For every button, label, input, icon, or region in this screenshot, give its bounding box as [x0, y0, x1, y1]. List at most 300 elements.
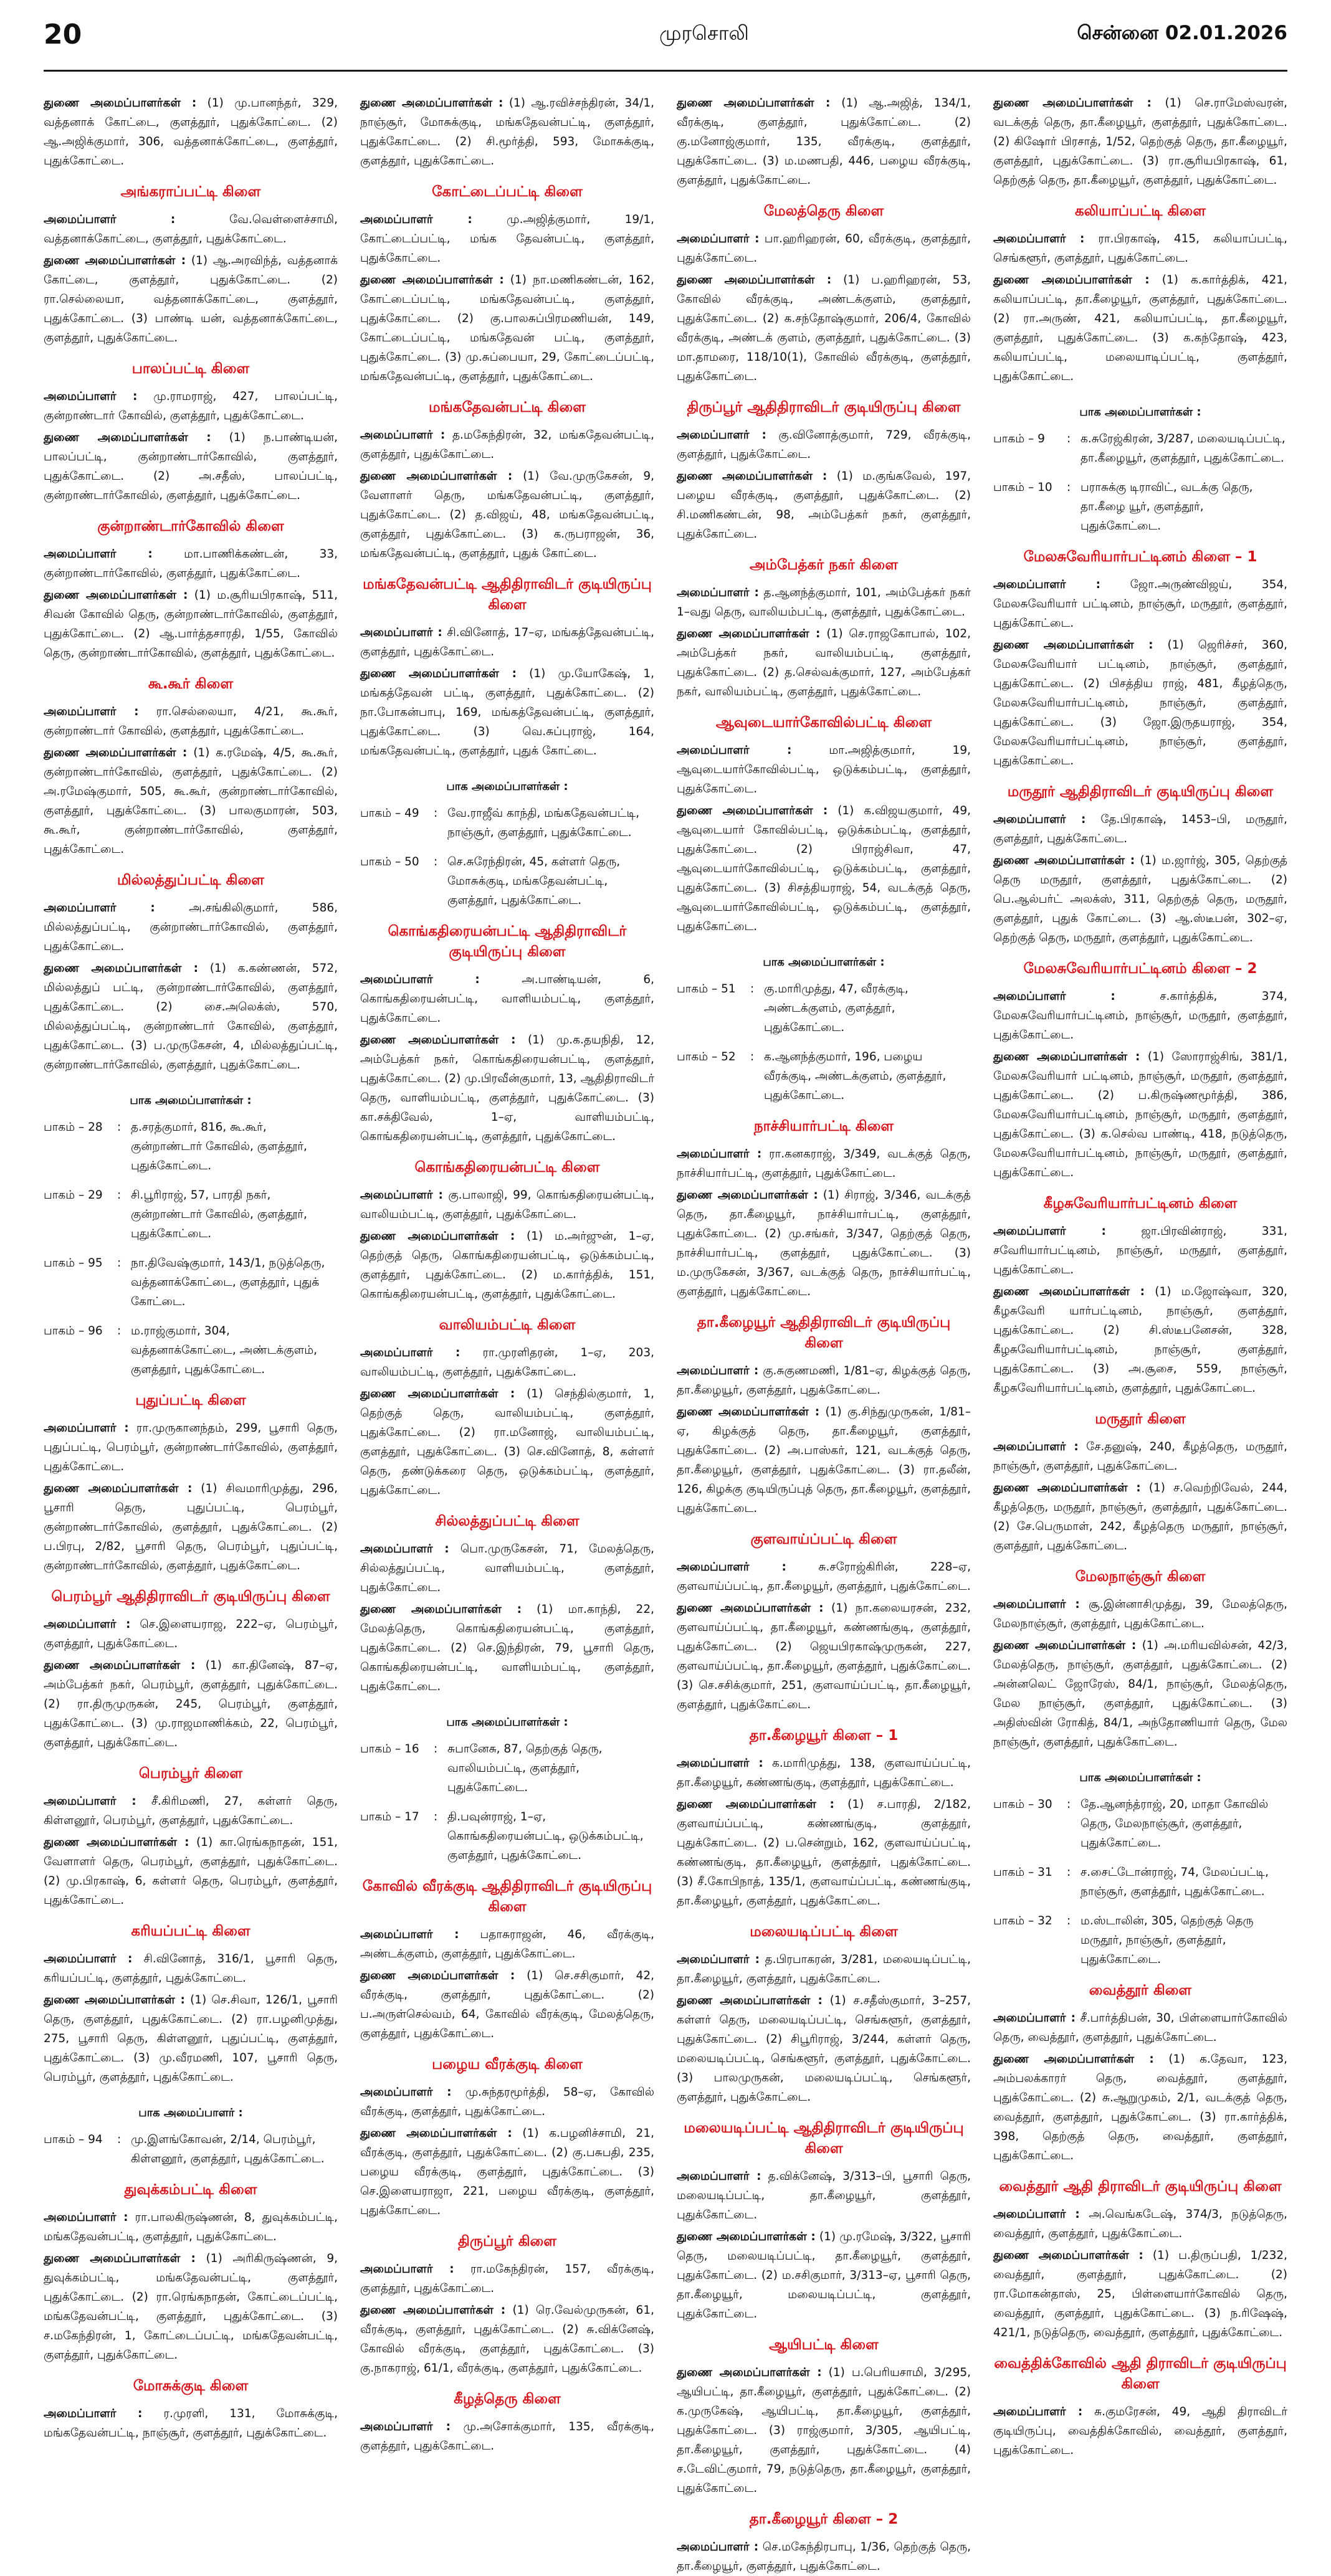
member-entry [677, 2167, 971, 2225]
member-entry [360, 2301, 654, 2378]
member-entry [993, 1282, 1287, 1398]
member-entry [44, 1792, 338, 1830]
member-entry [993, 810, 1287, 848]
branch-heading: அங்கராப்பட்டி கிளை [120, 184, 261, 200]
member-entry [677, 583, 971, 622]
member-details: மு.அசோக்குமார், 135, வீரக்குடி, குளத்தூர், புதுக்கோட்டை. [360, 2420, 654, 2453]
member-entry [677, 2227, 971, 2324]
member-entry [993, 1636, 1287, 1752]
booth-entry [44, 1118, 338, 1176]
booth-entry [993, 1795, 1287, 1853]
branch-heading: பெரம்பூர் ஆதிதிராவிடர் குடியிருப்பு கிளை [51, 1589, 330, 1605]
branch-heading: ஆயிபட்டி கிளை [769, 2337, 879, 2353]
role-label: துணை அமைப்பாளர்கள் : [44, 589, 188, 602]
member-entry [44, 1990, 338, 2087]
booth-number: பாகம் – 28 [44, 1121, 103, 1134]
member-details: ரா.கனகராஜ், 3/349, வடக்குத் தெரு, நாச்சியார்பட்டி, குளத்தூர், புதுக்கோட்டை. [677, 1148, 971, 1180]
role-label: அமைப்பாளர் : [44, 705, 139, 718]
branch-heading: மங்கதேவன்பட்டி கிளை [428, 399, 586, 416]
separator: : [117, 2133, 122, 2146]
separator: : [750, 1050, 755, 1063]
role-label: அமைப்பாளர் : [44, 1618, 131, 1631]
branch-heading: கலியாப்பட்டி கிளை [1074, 203, 1206, 219]
header-rule [44, 70, 1287, 72]
role-label: துணை அமைப்பாளர்கள் : [44, 1482, 193, 1495]
branch-heading: அம்பேத்கர் நகர் கிளை [749, 557, 899, 573]
branch-heading: மில்லத்துப்பட்டி கிளை [117, 872, 264, 888]
section-subheading: பாக அமைப்பாளர்கள் : [1079, 1771, 1201, 1784]
role-label: அமைப்பாளர் : [44, 2407, 143, 2420]
member-details: சீ.கிரிமணி, 27, கள்ளர் தெரு, கிள்ளனூர், பெரம்பூர், குளத்தூர், புதுக்கோட்டை. [44, 1795, 338, 1827]
booth-entry [677, 1047, 971, 1105]
role-label: அமைப்பாளர் : [677, 232, 760, 245]
member-entry [993, 2402, 1287, 2460]
booth-agent: க.ஆனந்த்குமார், 196, பழைய வீரக்குடி, அண்டக்குளம், குளத்தூர், புதுக்கோட்டை. [764, 1050, 947, 1102]
member-entry [677, 93, 971, 190]
member-details: அ.வெங்கடேஷ், 374/3, நடுத்தெரு, வைத்தூர், குளத்தூர், புதுக்கோட்டை. [993, 2208, 1288, 2240]
edition-date: சென்னை 02.01.2026 [1077, 22, 1287, 44]
member-details: (1) அ.மரியவில்சன், 42/3, மேலத்தெரு, நாஞ்சூர், குளத்தூர், புதுக்கோட்டை. (2) அன்னலெட் ஜோரேஸ், 84/1, நாஞ்சூர், மேலத்தெரு, மேல நாஞ்சூர், குளத்தூர், புதுக்கோட்டை. (3) அதிஸ்வின் ரோகித், 84/1, அந்தோணியார் தெரு, மேல நாஞ்சூர், குளத்தூர், புதுக்கோட்டை. [993, 1639, 1287, 1749]
role-label: அமைப்பாளர் : [677, 1148, 762, 1161]
member-details: மு.சுந்தரமூர்த்தி, 58–ஏ, கோவில் வீரக்குடி, குளத்தூர், புதுக்கோட்டை. [360, 2086, 655, 2118]
member-entry [993, 987, 1287, 1045]
member-details: மு.அஜித்குமார், 19/1, கோட்டைப்பட்டி, மங்க தேவன்பட்டி, குளத்தூர், புதுக்கோட்டை. [360, 213, 654, 265]
role-label: துணை அமைப்பாளர்கள் : [360, 1387, 515, 1400]
member-details: (1) ம.சூரியபிரகாஷ், 511, சிவன் கோவில் தெரு, குன்றாண்டார்கோவில், குளத்தூர், புதுக்கோட்டை. (2) ஆ.பார்த்தசாரதி, 1/55, கோவில் தெரு, குன்றாண்டார்கோவில், குளத்தூர், புதுக்கோட்டை. [44, 589, 338, 660]
role-label: துணை அமைப்பாளர்கள் : [44, 962, 199, 975]
member-entry [44, 898, 338, 956]
column-3 [677, 93, 971, 2573]
member-details: (1) க.கண்ணன், 572, மில்லத்துப் பட்டி, குன்றாண்டார்கோவில், குளத்தூர், புதுக்கோட்டை. (2) சை.அலெக்ஸ், 570, மில்லத்துப்பட்டி, குன்றாண்டார் கோவில், குளத்தூர், புதுக்கோட்டை. (3) ப.முருகேசன், 4, மில்லத்துப்பட்டி, குன்றாண்டார்கோவில், குளத்தூர், புதுக்கோட்டை. [44, 962, 338, 1072]
separator: : [434, 855, 438, 868]
member-entry [360, 1343, 654, 1382]
role-label: துணை அமைப்பாளர்கள் : [360, 470, 513, 483]
member-entry [360, 1539, 654, 1597]
role-label: துணை அமைப்பாளர்கள் : [677, 804, 828, 817]
member-entry [360, 1227, 654, 1304]
member-entry [993, 1437, 1287, 1476]
member-details: (1) ஆ.ரவிச்சந்திரன், 34/1, நாஞ்சூர், மோசுக்குடி, மங்கதேவன்பட்டி, குளத்தூர், புதுக்கோட்டை. (2) சி.மூர்த்தி, 593, மோசுக்குடி, குளத்தூர், புதுக்கோட்டை. [360, 97, 654, 168]
booth-agent: க.சுரேஜ்கிரன், 3/287, மலையடிப்பட்டி, தா.கீழையூர், குளத்தூர், புதுக்கோட்டை. [1081, 432, 1286, 465]
booth-agent: வே.ராஜீவ் காந்தி, மங்கதேவன்பட்டி, நாஞ்சூர், குளத்தூர், புதுக்கோட்டை. [447, 807, 640, 839]
member-entry [44, 428, 338, 505]
section-subheading: பாக அமைப்பாளர்கள் : [446, 780, 568, 793]
branch-heading: துவுக்கம்பட்டி கிளை [124, 2182, 257, 2198]
member-details: (1) மு.யோகேஷ், 1, மங்கத்தேவன் பட்டி, குளத்தூர், புதுக்கோட்டை. (2) நா.போகன்பாபு, 169, மங்கத்தேவன்பட்டி, குளத்தூர், புதுக்கோட்டை. (3) வெ.சுப்புராஜ், 164, மங்கதேவன்பட்டி, குளத்தூர், புதுக் கோட்டை. [360, 667, 654, 758]
branch-heading: மலையடிப்பட்டி ஆதிதிராவிடர் குடியிருப்பு கிளை [684, 2120, 964, 2157]
branch-heading: மருதூர் கிளை [1095, 1411, 1186, 1427]
member-entry [360, 1384, 654, 1500]
member-entry [44, 1419, 338, 1476]
member-details: பொ.முருகேசன், 71, மேலத்தெரு, சில்லத்துப்பட்டி, வாளியம்பட்டி, குளத்தூர், புதுக்கோட்டை. [360, 1542, 655, 1594]
booth-number: பாகம் – 31 [993, 1866, 1052, 1879]
role-label: துணை அமைப்பாளர்கள் : [677, 627, 821, 640]
role-label: துணை அமைப்பாளர்கள் : [677, 1405, 820, 1419]
role-label: அமைப்பாளர் : [360, 1189, 443, 1202]
role-label: அமைப்பாளர் : [360, 2263, 454, 2276]
member-entry [44, 702, 338, 741]
member-entry [44, 210, 338, 249]
separator: : [117, 1257, 122, 1270]
member-details: ஜோ.அருண்விஜய், 354, மேலசுவேரியார் பட்டினம், நாஞ்சூர், மருதூர், குளத்தூர், புதுக்கோட்டை. [993, 578, 1287, 630]
member-entry [360, 1966, 654, 2043]
member-entry [360, 970, 654, 1028]
role-label: அமைப்பாளர் : [44, 1795, 136, 1808]
branch-heading: குளவாய்ப்பட்டி கிளை [750, 1531, 897, 1547]
role-label: துணை அமைப்பாளர்கள் : [993, 273, 1150, 287]
member-entry [44, 2404, 338, 2443]
branch-heading: திருப்பூர் கிளை [457, 2233, 557, 2250]
member-details: (1) ச.பாரதி, 2/182, குளவாய்ப்பட்டி, கண்ணங்குடி, குளத்தூர், புதுக்கோட்டை. (2) ப.சென்றும், 162, குளவாய்ப்பட்டி, கண்ணங்குடி, தா.கீழையூர், குளத்தூர், புதுக்கோட்டை. (3) சீ.கோபிநாத், 135/1, குளவாய்ப்பட்டி, கண்ணங்குடி, தா.கீழையூர், குளத்தூர், புதுக்கோட்டை. [677, 1798, 971, 1908]
member-entry [360, 2417, 654, 2456]
branch-heading: வைத்தூர் கிளை [1089, 1982, 1192, 1999]
branch-heading: தா.கீழையூர் கிளை – 1 [749, 1728, 899, 1744]
member-details: கு.பாலாஜி, 99, கொங்கதிரையன்பட்டி, வாலியம்பட்டி, குளத்தூர், புதுக்கோட்டை. [360, 1189, 654, 1221]
member-details: (1) செ.ராமேஸ்வரன், வடக்குத் தெரு, தா.கீழையூர், குளத்தூர், புதுக்கோட்டை. (2) கிஷோர் பிரசாத், 1/52, தெற்குத் தெரு, தா.கீழையூர், குளத்தூர், புதுக்கோட்டை. (3) ரா.சூரியபிரகாஷ், 61, தெற்குத் தெரு, தா.கீழையூர், குளத்தூர், புதுக்கோட்டை. [993, 97, 1287, 187]
member-entry [360, 623, 654, 662]
member-entry [677, 425, 971, 464]
role-label: அமைப்பாளர் : [993, 1225, 1106, 1238]
booth-entry [360, 1739, 654, 1797]
branch-heading: தா.கீழையூர் ஆதிதிராவிடர் குடியிருப்பு கிளை [697, 1314, 951, 1351]
column-1 [44, 93, 338, 2440]
member-details: க.மாரிமுத்து, 138, குளவாய்ப்பட்டி, தா.கீழையூர், கண்ணங்குடி, குளத்தூர், புதுக்கோட்டை. [677, 1757, 971, 1789]
booth-number: பாகம் – 52 [677, 1050, 736, 1063]
member-entry [993, 2205, 1287, 2243]
role-label: அமைப்பாளர் : [993, 2012, 1076, 2025]
member-details: பதாசுராஜன், 46, வீரக்குடி, அண்டக்குளம், குளத்தூர், புதுக்கோட்டை. [360, 1928, 654, 1961]
member-details: (1) ந.பாண்டியன், பாலப்பட்டி, குன்றாண்டார்கோவில், குளத்தூர், புதுக்கோட்டை. (2) அ.சதீஸ், பாலப்பட்டி, குன்றாண்டார்கோவில், குளத்தூர், புதுக்கோட்டை. [44, 431, 338, 502]
role-label: துணை அமைப்பாளர்கள் : [44, 254, 186, 267]
role-label: அமைப்பாளர் : [993, 813, 1086, 826]
member-details: (1) செ.சிவா, 126/1, பூசாரி தெரு, குளத்தூர், புதுக்கோட்டை. (2) ரா.பழனிமுத்து, 275, பூசாரி தெரு, கிள்ளனூர், புதுப்பட்டி, குளத்தூர், புதுக்கோட்டை. (3) மு.வீரமணி, 107, பூசாரி தெரு, பெரம்பூர், குளத்தூர், புதுக்கோட்டை. [44, 1994, 338, 2084]
member-entry [360, 270, 654, 386]
member-details: ரா.மகேந்திரன், 157, வீரக்குடி, குளத்தூர், புதுக்கோட்டை. [360, 2263, 654, 2295]
role-label: அமைப்பாளர் : [677, 2540, 759, 2554]
member-entry [44, 743, 338, 859]
member-details: (1) ஜெரிச்சர், 360, மேலசுவேரியார் பட்டினம், நாஞ்சூர், குளத்தூர், புதுக்கோட்டை. (2) பிசத்திய ராஜ், 481, கீழத்தெரு, மேலசுவேரியார்பட்டினம், நாஞ்சூர், குளத்தூர், புதுக்கோட்டை. (3) ஜோ.இருதயராஜ், 354, மேலசுவேரியார்பட்டினம், நாஞ்சூர், குளத்தூர், புதுக்கோட்டை. [993, 639, 1287, 768]
booth-agent: செ.சுரேந்திரன், 45, கள்ளர் தெரு, மோசுக்குடி, மங்கதேவன்பட்டி, குளத்தூர், புதுக்கோட்டை. [447, 855, 621, 907]
booth-entry [677, 979, 971, 1037]
member-entry [677, 1754, 971, 1792]
member-details: (1) க.ரமேஷ், 4/5, கூ.கூர், குன்றாண்டார்கோவில், குளத்தூர், புதுக்கோட்டை. (2) அ.ரமேஷ்குமார், 505, கூ.கூர், குன்றாண்டார்கோவில், குளத்தூர், புதுக்கோட்டை. (3) பாலகுமாரன், 503, கூ.கூர், குன்றாண்டார்கோவில், குளத்தூர், புதுக்கோட்டை. [44, 746, 338, 856]
section-subheading: பாக அமைப்பாளர்கள் : [130, 1094, 252, 1107]
member-details: சீ.பார்த்திபன், 30, பிள்ளையார்கோவில் தெரு, வைத்தூர், குளத்தூர், புதுக்கோட்டை. [993, 2012, 1288, 2044]
booth-agent: நா.திவேஷ்குமார், 143/1, நடுத்தெரு, வத்தனாக்கோட்டை, குளத்தூர், புதுக் கோட்டை. [131, 1257, 325, 1308]
booth-number: பாகம் – 32 [993, 1914, 1052, 1927]
booth-agent: கு.மாரிமுத்து, 47, வீரக்குடி, அண்டக்குளம், குளத்தூர், புதுக்கோட்டை. [764, 982, 909, 1034]
member-entry [993, 270, 1287, 386]
role-label: துணை அமைப்பாளர்கள் : [677, 1994, 823, 2007]
booth-entry [360, 852, 654, 910]
booth-entry [993, 429, 1287, 468]
member-details: (1) க.தேவா, 123, அம்பலக்காரர் தெரு, வைத்தூர், குளத்தூர், புதுக்கோட்டை. (2) சு.ஆறுமுகம், 2/1, வடக்குத் தெரு, வைத்தூர், குளத்தூர், புதுக்கோட்டை. (3) ரா.கார்த்திக், 398, தெற்குத் தெரு, வைத்தூர், குளத்தூர், புதுக்கோட்டை. [993, 2053, 1287, 2162]
role-label: அமைப்பாளர் : [677, 429, 766, 442]
role-label: அமைப்பாளர் : [993, 578, 1101, 591]
separator: : [1067, 481, 1071, 494]
role-label: அமைப்பாளர் : [360, 973, 480, 986]
member-entry [993, 2246, 1287, 2342]
member-entry [360, 93, 654, 171]
separator: : [434, 1810, 438, 1823]
role-label: அமைப்பாளர் : [44, 901, 155, 915]
booth-agent: மு.இளங்கோவன், 2/14, பெரம்பூர், கிள்ளனூர், குளத்தூர், புதுக்கோட்டை. [131, 2133, 325, 2165]
page-number: 20 [44, 18, 82, 50]
booth-number: பாகம் – 30 [993, 1798, 1052, 1811]
member-details: செ.மகேந்திரபாபு, 1/36, தெற்குத் தெரு, தா.கீழையூர், குளத்தூர், புதுக்கோட்டை. [677, 2540, 971, 2573]
column-2 [360, 93, 655, 2453]
separator: : [1067, 432, 1071, 445]
member-details: (1) ஆ.அஜித், 134/1, வீரக்குடி, குளத்தூர், புதுக்கோட்டை. (2) கு.மனோஜ்குமார், 135, வீரக்குடி, குளத்தூர், புதுக்கோட்டை. (3) ம.மணபதி, 446, பழைய வீரக்குடி, குளத்தூர், புதுக்கோட்டை. [677, 97, 971, 187]
booth-entry [360, 804, 654, 842]
role-label: துணை அமைப்பாளர்கள் : [44, 97, 197, 110]
member-entry [993, 851, 1287, 948]
booth-number: பாகம் – 94 [44, 2133, 103, 2146]
role-label: அமைப்பாளர் : [360, 1928, 459, 1941]
member-details: (1) ப.பெரியசாமி, 3/295, ஆயிபட்டி, தா.கீழையூர், குளத்தூர், புதுக்கோட்டை. (2) க.முருகேஷ், ஆயிபட்டி, தா.கீழையூர், குளத்தூர், புதுக்கோட்டை. (3) ராஜ்குமார், 3/305, ஆயிபட்டி, தா.கீழையூர், குளத்தூர், புதுக்கோட்டை. (4) ச.டேவிட்குமார், 79, நடுத்தெரு, தா.கீழையூர், குளத்தூர், புதுக்கோட்டை. [677, 2366, 971, 2495]
booth-number: பாகம் – 50 [360, 855, 419, 868]
member-details: (1) மு.பானந்தர், 329, வத்தனாக் கோட்டை, குளத்தூர், புதுக்கோட்டை. (2) ஆ.அஜிக்குமார், 306, வத்தனாக்கோட்டை, குளத்தூர், புதுக்கோட்டை. [44, 97, 338, 168]
separator: : [117, 1324, 122, 1338]
member-details: (1) கு.சிந்துமுருகன், 1/81–ஏ, கிழக்குத் தெரு, தா.கீழையூர், குளத்தூர், புதுக்கோட்டை. (2) அ.பாஸ்கர், 121, வடக்குத் தெரு, தா.கீழையூர், குளத்தூர், புதுக்கோட்டை. (3) ரா.தலீன், 126, கிழக்கு குடியிருப்புத் தெரு, தா.கீழையூர், குளத்தூர், புதுக்கோட்டை. [677, 1405, 971, 1515]
booth-entry [993, 478, 1287, 536]
role-label: அமைப்பாளர் : [360, 1346, 460, 1359]
branch-heading: திருப்பூர் ஆதிதிராவிடர் குடியிருப்பு கிளை [687, 399, 961, 416]
separator: : [117, 1121, 122, 1134]
article-columns [44, 93, 1288, 2573]
booth-number: பாகம் – 9 [993, 432, 1045, 445]
member-details: மு.ராமராஜ், 427, பாலப்பட்டி, குன்றாண்டார் கோவில், குளத்தூர், புதுக்கோட்டை. [44, 390, 338, 422]
role-label: அமைப்பாளர் : [44, 1952, 133, 1965]
role-label: துணை அமைப்பாளர்கள் : [360, 2304, 506, 2317]
member-entry [677, 1186, 971, 1301]
member-entry [44, 93, 338, 171]
member-entry [677, 2363, 971, 2498]
branch-heading: மோசுக்குடி கிளை [133, 2378, 249, 2394]
member-details: (1) க.பழனிச்சாமி, 21, வீரக்குடி, குளத்தூர், புதுக்கோட்டை. (2) கு.பசுபதி, 235, பழைய வீரக்குடி, குளத்தூர், புதுக்கோட்டை. (3) செ.இளையராஜா, 221, பழைய வீரக்குடி, குளத்தூர், புதுக்கோட்டை. [360, 2127, 654, 2217]
role-label: துணை அமைப்பாளர்கள் : [44, 746, 188, 759]
role-label: துணை அமைப்பாளர்கள் : [44, 1659, 196, 1672]
member-entry [44, 544, 338, 583]
member-entry [360, 1030, 654, 1146]
member-details: (1) ம.அர்ஜுன், 1–ஏ, தெற்குத் தெரு, கொங்கதிரையன்பட்டி, ஒடுக்கம்பட்டி, குளத்தூர், புதுக்கோட்டை. (2) ம.கார்த்திக், 151, கொங்கதிரையன்பட்டி, குளத்தூர், புதுக்கோட்டை. [360, 1230, 654, 1301]
section-subheading: பாக அமைப்பாளர் : [138, 2106, 243, 2119]
role-label: அமைப்பாளர் : [677, 1953, 760, 1966]
booth-number: பாகம் – 29 [44, 1189, 103, 1202]
member-details: (1) ச.சதீஸ்குமார், 3–257, கள்ளர் தெரு, மலையடிப்பட்டி, செங்களூர், குளத்தூர், புதுக்கோட்டை. (2) சிபூரிராஜ், 3/244, கள்ளர் தெரு, மலையடிப்பட்டி, செங்களூர், குளத்தூர், புதுக்கோட்டை. (3) பாலமுருகன், மலையடிப்பட்டி, செங்களூர், குளத்தூர், புதுக்கோட்டை. [677, 1994, 971, 2104]
separator: : [1067, 1866, 1071, 1879]
member-entry [677, 624, 971, 701]
role-label: துணை அமைப்பாளர்கள் : [677, 470, 828, 483]
member-entry [677, 1402, 971, 1518]
member-details: (1) செ.சசிகுமார், 42, வீரக்குடி, குளத்தூர், புதுக்கோட்டை. (2) ப.அருள்செல்வம், 64, கோவில் வீரக்குடி, மேலத்தெரு, குளத்தூர், புதுக்கோட்டை. [360, 1969, 654, 2040]
member-details: ரா.முரளிதரன், 1–ஏ, 203, வாலியம்பட்டி, குளத்தூர், புதுக்கோட்டை. [360, 1346, 654, 1379]
member-entry [360, 2260, 654, 2298]
member-details: சு.குமரேசன், 49, ஆதி திராவிடர் குடியிருப்பு, வைத்திக்கோவில், வைத்தூர், குளத்தூர், புதுக்கோட்டை. [993, 2405, 1287, 2457]
member-entry [44, 2249, 338, 2365]
separator: : [434, 807, 438, 820]
member-entry [360, 1925, 654, 1964]
member-entry [993, 93, 1287, 190]
branch-heading: குன்றாண்டார்கோவில் கிளை [97, 518, 284, 535]
member-entry [677, 1599, 971, 1714]
role-label: அமைப்பாளர் : [993, 2405, 1083, 2418]
branch-heading: நாச்சியார்பட்டி கிளை [753, 1118, 894, 1134]
role-label: துணை அமைப்பாளர்கள் : [360, 2127, 512, 2140]
member-entry [677, 801, 971, 936]
member-entry [993, 575, 1287, 633]
role-label: துணை அமைப்பாளர்கள் : [360, 667, 517, 680]
member-entry [993, 229, 1287, 268]
role-label: அமைப்பாளர் : [360, 213, 472, 226]
role-label: துணை அமைப்பாளர்கள் : [993, 2053, 1154, 2066]
branch-heading: கரியப்பட்டி கிளை [131, 1923, 250, 1939]
member-entry [677, 2537, 971, 2576]
booth-agent: தி.பவுன்ராஜ், 1–ஏ, கொங்கதிரையன்பட்டி, ஒடுக்கம்பட்டி, குளத்தூர், புதுக்கோட்டை. [447, 1810, 644, 1862]
branch-heading: மேலசுவேரியார்பட்டினம் கிளை – 2 [1023, 961, 1257, 977]
member-details: (1) க.விஜயகுமார், 49, ஆவுடையார் கோவில்பட்டி, ஒடுக்கம்பட்டி, குளத்தூர், புதுக்கோட்டை. (2) பிராஜ்சிவா, 47, ஆவுடையார்கோவில்பட்டி, ஒடுக்கம்பட்டி, குளத்தூர், புதுக்கோட்டை. (3) சிசத்தியராஜ், 54, வடக்குத் தெரு, ஆவுடையார்கோவில்பட்டி, ஒடுக்கம்பட்டி, குளத்தூர், புதுக்கோட்டை. [677, 804, 971, 933]
member-details: (1) சிவமாரிமுத்து, 296, பூசாரி தெரு, புதுப்பட்டி, பெரம்பூர், குன்றாண்டார்கோவில், குளத்தூர், புதுக்கோட்டை. (2) ப.பிரபு, 2/82, பூசாரி தெரு, பெரம்பூர், புதுப்பட்டி, குன்றாண்டார்கோவில், குளத்தூர், புதுக்கோட்டை. [44, 1482, 338, 1572]
booth-number: பாகம் – 17 [360, 1810, 419, 1823]
branch-heading: கோவில் வீரக்குடி ஆதிதிராவிடர் குடியிருப்பு கிளை [362, 1878, 652, 1915]
booth-number: பாகம் – 49 [360, 807, 419, 820]
member-details: (1) ஸோராஜ்சிங், 381/1, மேலசுவேரியார் பட்டினம், நாஞ்சூர், மருதூர், குளத்தூர், புதுக்கோட்டை. (2) ப.கிருஷ்ணமூர்த்தி, 386, மேலசுவேரியார்பட்டினம், நாஞ்சூர், மருதூர், குளத்தூர், புதுக்கோட்டை. (3) க.செல்வ பாண்டி, 418, நடுத்தெரு, மேலசுவேரியார்பட்டினம், நாஞ்சூர், மருதூர், குளத்தூர், புதுக்கோட்டை. [993, 1050, 1287, 1179]
member-details: (1) ப.திருப்பதி, 1/232, வைத்தூர், குளத்தூர், புதுக்கோட்டை. (2) ரா.மோகன்தாஸ், 25, பிள்ளையார்கோவில் தெரு, வைத்தூர், குளத்தூர், புதுக்கோட்டை. (3) ந.ரிஷேஷ், 421/1, நடுத்தெரு, வைத்தூர், குளத்தூர், புதுக்கோட்டை. [993, 2249, 1287, 2339]
member-details: ச.கார்த்திக், 374, மேலசுவேரியார்பட்டினம், நாஞ்சூர், மருதூர், குளத்தூர், புதுக்கோட்டை. [993, 990, 1287, 1042]
role-label: துணை அமைப்பாளர்கள் : [360, 273, 504, 287]
role-label: அமைப்பாளர் : [677, 744, 792, 757]
role-label: துணை அமைப்பாளர்கள் : [44, 1836, 189, 1849]
booth-entry [44, 2130, 338, 2169]
role-label: துணை அமைப்பாளர்கள் : [993, 639, 1153, 652]
role-label: துணை அமைப்பாளர்கள் : [360, 1034, 516, 1047]
role-label: துணை அமைப்பாளர்கள் : [993, 1285, 1145, 1298]
member-details: சி.வினோத், 17–ஏ, மங்கத்தேவன்பட்டி, குளத்தூர், புதுக்கோட்டை. [360, 626, 654, 658]
member-entry [677, 1144, 971, 1183]
branch-heading: சில்லத்துப்பட்டி கிளை [435, 1513, 580, 1529]
branch-heading: கீழசுவேரியார்பட்டினம் கிளை [1043, 1195, 1238, 1212]
role-label: அமைப்பாளர் : [993, 2208, 1080, 2221]
member-details: த.பிரபாகரன், 3/281, மலையடிப்பட்டி, தா.கீழையூர், குளத்தூர், புதுக்கோட்டை. [677, 1953, 971, 1985]
member-entry [360, 1600, 654, 1696]
member-details: ரா.செல்லையா, 4/21, கூ.கூர், குன்றாண்டார் கோவில், குளத்தூர், புதுக்கோட்டை. [44, 705, 338, 738]
member-details: தே.பிரகாஷ், 1453–பி, மருதூர், குளத்தூர், புதுக்கோட்டை. [993, 813, 1287, 845]
role-label: அமைப்பாளர் : [677, 1757, 763, 1770]
member-entry [677, 1557, 971, 1596]
branch-heading: வாலியம்பட்டி கிளை [439, 1317, 576, 1333]
member-details: ரா.பாலகிருஷ்ணன், 8, துவுக்கம்பட்டி, மங்கதேவன்பட்டி, குளத்தூர், புதுக்கோட்டை. [44, 2211, 338, 2243]
member-details: பா.ஹரிஹரன், 60, வீரக்குடி, குளத்தூர், புதுக்கோட்டை. [677, 232, 971, 265]
booth-number: பாகம் – 10 [993, 481, 1052, 494]
branch-heading: கூ.கூர் கிளை [148, 676, 234, 692]
branch-heading: புதுப்பட்டி கிளை [135, 1392, 246, 1409]
role-label: துணை அமைப்பாளர்கள் : [677, 273, 832, 287]
member-details: (1) ஆ.அரவிந்த், வத்தனாக் கோட்டை, குளத்தூர், புதுக்கோட்டை. (2) ரா.செல்லையா, வத்தனாக்கோட்டை, குளத்தூர், புதுக்கோட்டை. (3) பாண்டி யன், வத்தனாக்கோட்டை, குளத்தூர், புதுக்கோட்டை. [44, 254, 338, 345]
member-details: (1) ம.குங்கவேல், 197, பழைய வீரக்குடி, குளத்தூர், புதுக்கோட்டை. (2) சி.மணிகண்டன், 98, அம்பேத்கர் நகர், குளத்தூர், புதுக்கோட்டை. [677, 470, 971, 541]
member-details: த.விக்னேஷ், 3/313–பி, பூசாரி தெரு, மலையடிப்பட்டி, தா.கீழையூர், குளத்தூர், புதுக்கோட்டை. [677, 2170, 971, 2222]
role-label: அமைப்பாளர் : [360, 626, 442, 639]
branch-heading: தா.கீழையூர் கிளை – 2 [749, 2511, 899, 2527]
role-label: அமைப்பாளர் : [44, 1422, 129, 1435]
role-label: துணை அமைப்பாளர்கள் : [44, 1994, 185, 2007]
member-details: (1) ப.ஹரிஹரன், 53, கோவில் வீரக்குடி, அண்டக்குளம், குளத்தூர், புதுக்கோட்டை. (2) க.சந்தோஷ்குமார், 206/4, கோவில் வீரக்குடி, அண்டக் குளம், குளத்தூர், புதுக்கோட்டை. (3) மா.தாமரை, 118/10(1), கோவில் வீரக்குடி, குளத்தூர், புதுக்கோட்டை. [677, 273, 971, 383]
role-label: துணை அமைப்பாளர்கள் : [677, 97, 831, 110]
role-label: துணை அமைப்பாளர்கள் : [677, 1602, 824, 1615]
member-entry [677, 1795, 971, 1911]
member-entry [44, 1949, 338, 1988]
member-details: த.ஆனந்த்குமார், 101, அம்பேத்கர் நகர் 1–வது தெரு, வாலியம்பட்டி, குளத்தூர், புதுக்கோட்டை. [677, 586, 971, 619]
branch-heading: ஆவுடையார்கோவில்பட்டி கிளை [715, 715, 932, 731]
role-label: அமைப்பாளர் : [44, 548, 153, 561]
role-label: அமைப்பாளர் : [677, 1561, 786, 1574]
role-label: துணை அமைப்பாளர்கள் : [360, 1603, 522, 1616]
member-details: (1) செந்தில்குமார், 1, தெற்குத் தெரு, வாலியம்பட்டி, குளத்தூர், புதுக்கோட்டை. (2) ரா.மனோஜ், வாலியம்பட்டி, குளத்தூர், புதுக்கோட்டை. (3) செ.வினோத், 8, கள்ளர் தெரு, தண்டுக்கரை தெரு, ஒடுக்கம்பட்டி, குளத்தூர், புதுக்கோட்டை. [360, 1387, 654, 1497]
branch-heading: பாலப்பட்டி கிளை [131, 361, 250, 377]
branch-heading: மங்கதேவன்பட்டி ஆதிதிராவிடர் குடியிருப்பு கிளை [363, 576, 652, 613]
booth-agent: சி.பூரிராஜ், 57, பாரதி நகர், குன்றாண்டார் கோவில், குளத்தூர், புதுக்கோட்டை. [131, 1189, 307, 1240]
branch-heading: கொங்கதிரையன்பட்டி கிளை [414, 1159, 600, 1176]
section-subheading: பாக அமைப்பாளர்கள் : [763, 956, 885, 969]
member-details: அ.சங்கிலிகுமார், 586, மில்லத்துப்பட்டி, குன்றாண்டார்கோவில், குளத்தூர், புதுக்கோட்டை. [44, 901, 338, 953]
booth-number: பாகம் – 95 [44, 1257, 103, 1270]
separator: : [434, 1742, 438, 1756]
booth-agent: தே.ஆனந்த்ராஜ், 20, மாதா கோவில் தெரு, மேலநாஞ்சூர், குளத்தூர், புதுக்கோட்டை. [1081, 1798, 1269, 1850]
branch-heading: கீழத்தெரு கிளை [454, 2391, 561, 2407]
separator: : [1067, 1914, 1071, 1927]
member-entry [677, 741, 971, 799]
role-label: துணை அமைப்பாளர்கள் : [360, 1969, 515, 1982]
member-details: மா.அஜித்குமார், 19, ஆவுடையார்கோவில்பட்டி, ஒடுக்கம்பட்டி, குளத்தூர், புதுக்கோட்டை. [677, 744, 971, 796]
role-label: துணை அமைப்பாளர்கள் : [677, 1798, 834, 1811]
role-label: அமைப்பாளர் : [677, 2170, 761, 2183]
role-label: துணை அமைப்பாளர்கள் : [993, 1639, 1137, 1652]
separator: : [117, 1189, 122, 1202]
member-details: கு.சுகுணமணி, 1/81–ஏ, கிழக்குத் தெரு, தா.கீழையூர், குளத்தூர், புதுக்கோட்டை. [677, 1364, 971, 1397]
member-entry [993, 1478, 1287, 1556]
booth-number: பாகம் – 96 [44, 1324, 103, 1338]
member-details: (1) ம.ஜோஷ்வா, 320, கீழசுவேரி யார்பட்டினம், நாஞ்சூர், குளத்தூர், புதுக்கோட்டை. (2) சி.ஸ்டீபனேசன், 328, கீழசுவேரியார்பட்டினம், நாஞ்சூர், குளத்தூர், புதுக்கோட்டை. (3) அ.சூசை, 559, நாஞ்சூர், கீழசுவேரியார்பட்டினம், குளத்தூர், புதுக்கோட்டை. [993, 1285, 1287, 1395]
member-details: செ.இளையராஜ, 222–ஏ, பெரம்பூர், குளத்தூர், புதுக்கோட்டை. [44, 1618, 338, 1650]
member-details: மா.பாணிக்கண்டன், 33, குன்றாண்டார்கோவில், குளத்தூர், புதுக்கோட்டை. [44, 548, 338, 580]
member-entry [44, 1833, 338, 1910]
role-label: அமைப்பாளர் : [360, 1542, 449, 1556]
column-4 [993, 93, 1288, 2457]
booth-entry [993, 1863, 1287, 1901]
branch-heading: மேலநாஞ்சூர் கிளை [1075, 1569, 1206, 1585]
member-details: (1) செ.ராஜகோபால், 102, அம்பேத்கர் நகர், வாலியம்பட்டி, குளத்தூர், புதுக்கோட்டை. (2) த.செல்வக்குமார், 127, அம்பேத்கர் நகர், வாலியம்பட்டி, குளத்தூர், புதுக்கோட்டை. [677, 627, 971, 698]
member-entry [360, 467, 654, 563]
member-entry [44, 387, 338, 425]
member-details: வே.வெள்ளைச்சாமி, வத்தனாக்கோட்டை, குளத்தூர், புதுக்கோட்டை. [44, 213, 338, 245]
member-entry [360, 210, 654, 268]
role-label: அமைப்பாளர் : [993, 232, 1085, 245]
booth-entry [44, 1253, 338, 1311]
member-details: (1) அரிகிருஷ்ணன், 9, துவுக்கம்பட்டி, மங்கதேவன்பட்டி, குளத்தூர், புதுக்கோட்டை. (2) ரா.ரெங்கநாதன், கோட்டைப்பட்டி, மங்கதேவன்பட்டி, குளத்தூர், புதுக்கோட்டை. (3) ச.மகேந்திரன், 1, கோட்டைப்பட்டி, மங்கதேவன்பட்டி, குளத்தூர், புதுக்கோட்டை. [44, 2252, 338, 2362]
booth-entry [44, 1321, 338, 1379]
booth-entry [44, 1186, 338, 1243]
separator: : [750, 982, 755, 996]
member-details: அ.பாண்டியன், 6, கொங்கதிரையன்பட்டி, வாளியம்பட்டி, குளத்தூர், புதுக்கோட்டை. [360, 973, 655, 1025]
role-label: அமைப்பாளர் : [993, 1440, 1079, 1453]
branch-heading: கோட்டைப்பட்டி கிளை [432, 184, 583, 200]
member-details: (1) ம.ஜார்ஜ், 305, தெற்குத் தெரு மருதூர், குளத்தூர், புதுக்கோட்டை. (2) பெ.ஆல்பர்ட் அலக்ஸ், 311, தெற்குத் தெரு, மருதூர், குளத்தூர், புதுக் கோட்டை. (3) ஆ.ஸ்டீபன், 302–ஏ, தெற்குத் தெரு, மருதூர், குளத்தூர், புதுக்கோட்டை. [993, 854, 1287, 944]
role-label: துணை அமைப்பாளர்கள் : [993, 1050, 1140, 1063]
member-entry [44, 2208, 338, 2246]
section-subheading: பாக அமைப்பாளர்கள் : [446, 1716, 568, 1729]
member-entry [677, 467, 971, 544]
member-details: ரா.முருகானந்தம், 299, பூசாரி தெரு, புதுப்பட்டி, பெரம்பூர், குன்றாண்டார்கோவில், குளத்தூர், புதுக்கோட்டை. [44, 1422, 338, 1473]
role-label: அமைப்பாளர் : [360, 429, 446, 442]
